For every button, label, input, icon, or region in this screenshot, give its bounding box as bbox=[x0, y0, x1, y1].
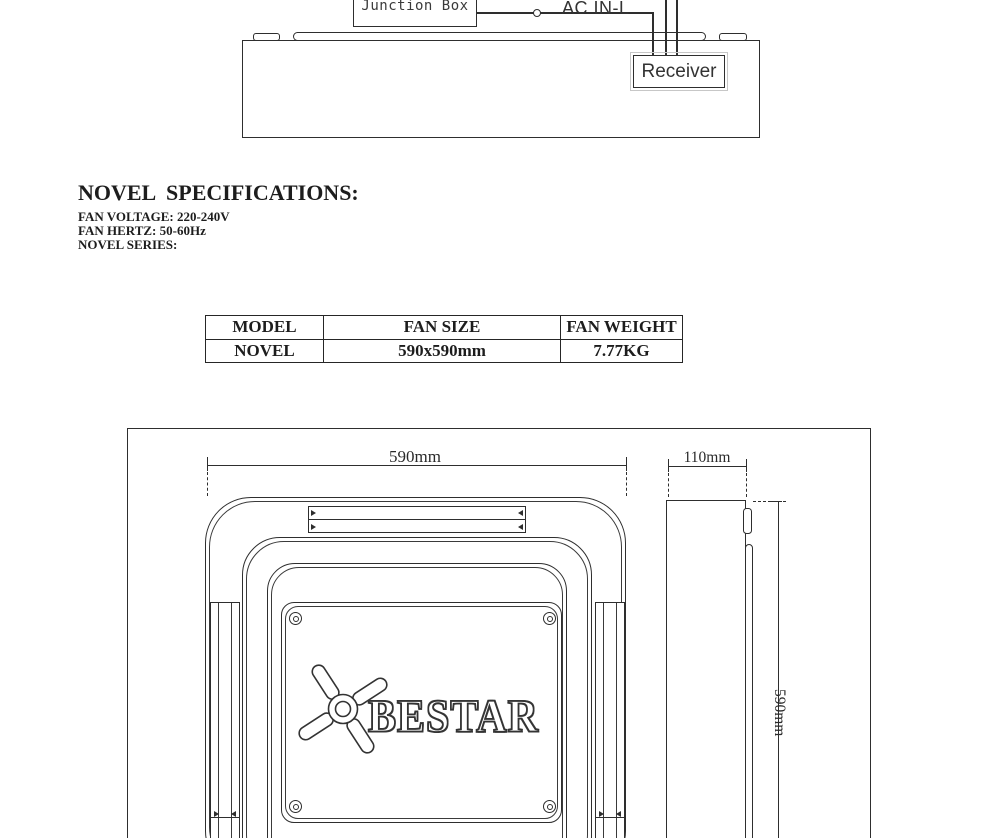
rail-clip-icon bbox=[311, 510, 316, 516]
cell-weight: 7.77KG bbox=[561, 339, 683, 363]
side-view-tab bbox=[743, 508, 752, 534]
spec-line-hertz: FAN HERTZ: 50-60Hz bbox=[78, 223, 206, 238]
fan-top-rail bbox=[308, 506, 526, 533]
side-view-flange bbox=[745, 544, 753, 838]
spec-line-voltage: FAN VOLTAGE: 220-240V bbox=[78, 209, 230, 224]
dim-height-line bbox=[778, 501, 779, 838]
rail-cross-line bbox=[211, 817, 239, 818]
spec-line-series: NOVEL SERIES: bbox=[78, 237, 178, 252]
receiver-box bbox=[633, 55, 725, 88]
fan-right-rail bbox=[595, 602, 625, 838]
rail-clip-icon bbox=[214, 811, 219, 817]
spec-table-header-row bbox=[206, 316, 683, 340]
dim-width-label: 590mm bbox=[389, 447, 441, 466]
rail-clip-icon bbox=[231, 811, 236, 817]
cell-model: NOVEL bbox=[206, 339, 324, 363]
rail-clip-icon bbox=[311, 524, 316, 530]
receiver-label: Receiver bbox=[641, 60, 717, 82]
col-header-model: MODEL bbox=[206, 316, 324, 340]
screw-icon bbox=[289, 612, 302, 625]
screw-icon bbox=[543, 612, 556, 625]
wire-down-3 bbox=[676, 0, 678, 55]
rail-clip-icon bbox=[518, 524, 523, 530]
dim-width-ext-right bbox=[626, 472, 627, 496]
wire-down-2 bbox=[665, 0, 667, 55]
mount-tab-right bbox=[719, 33, 747, 41]
dim-depth-label: 110mm bbox=[683, 449, 731, 466]
rail-clip-icon bbox=[518, 510, 523, 516]
dim-depth-ext-left bbox=[668, 473, 669, 497]
junction-box-label: Junction Box bbox=[361, 0, 469, 14]
wire-terminal bbox=[533, 9, 541, 17]
mount-bar bbox=[293, 32, 706, 41]
cell-size: 590x590mm bbox=[324, 339, 561, 363]
specs-heading: NOVEL SPECIFICATIONS: bbox=[78, 180, 359, 205]
spec-table-data-row bbox=[206, 339, 683, 363]
fan-left-rail bbox=[210, 602, 240, 838]
dim-depth-ext-right bbox=[746, 473, 747, 497]
rail-line bbox=[603, 603, 604, 838]
screw-icon bbox=[289, 800, 302, 813]
dim-height-label: 590mm bbox=[771, 689, 788, 737]
col-header-size: FAN SIZE bbox=[324, 316, 561, 340]
dim-width-tick-left bbox=[207, 457, 208, 471]
rail-clip-icon bbox=[616, 811, 621, 817]
spec-table bbox=[205, 315, 683, 363]
dim-width-ext-left bbox=[207, 472, 208, 496]
col-header-weight: FAN WEIGHT bbox=[561, 316, 683, 340]
rail-clip-icon bbox=[599, 811, 604, 817]
ac-wire-down bbox=[652, 12, 654, 55]
screw-icon bbox=[543, 800, 556, 813]
dim-height-tick-top bbox=[771, 501, 782, 502]
dim-width-tick-right bbox=[626, 457, 627, 471]
logo-text: BESTAR bbox=[368, 691, 539, 743]
mount-tab-left bbox=[253, 33, 280, 41]
rail-line bbox=[231, 603, 232, 838]
ac-in-label: AC IN-L bbox=[562, 0, 630, 18]
rail-line bbox=[616, 603, 617, 838]
top-rail-midline bbox=[309, 519, 525, 520]
side-view-body bbox=[666, 500, 746, 838]
rail-line bbox=[218, 603, 219, 838]
rail-cross-line bbox=[596, 817, 624, 818]
